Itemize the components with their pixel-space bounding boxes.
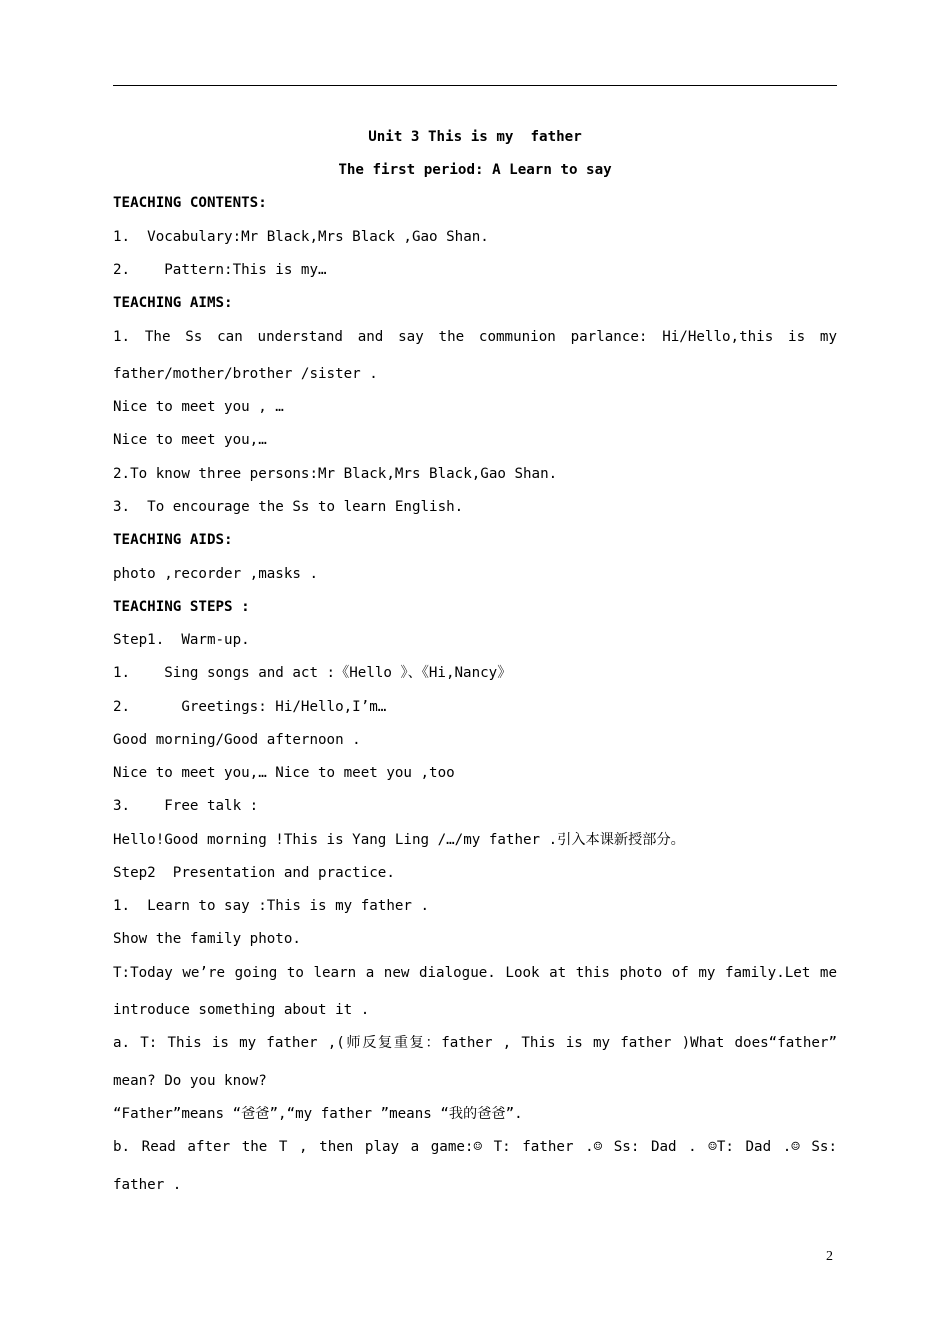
document-title: Unit 3 This is my father [368,129,582,145]
text-line: father/mother/brother /sister . [113,366,378,382]
text-line: 1. Vocabulary:Mr Black,Mrs Black ,Gao Shan. [113,229,489,245]
text-line: T:Today we’re going to learn a new dialogue. Look at this photo of my family.Let me [113,965,837,981]
header-rule [113,85,837,86]
section-heading-aids: TEACHING AIDS: [113,532,233,548]
text-line: Step1. Warm-up. [113,632,250,648]
text-line: 2. Pattern:This is my… [113,262,327,278]
text-line: 1. The Ss can understand and say the communion parlance: Hi/Hello,this is my [113,329,837,345]
text-line: a. T: This is my father ,(师反复重复：father , This is my father )What does“father” [113,1035,837,1051]
section-heading-steps: TEACHING STEPS : [113,599,250,615]
text-line: Hello!Good morning !This is Yang Ling /…/my father .引入本课新授部分。 [113,832,685,848]
text-line: 3. Free talk : [113,798,259,814]
text-line: 1. Sing songs and act :《Hello 》、《Hi,Nancy》 [113,665,512,681]
document-subtitle: The first period: A Learn to say [338,162,612,178]
text-line: mean? Do you know? [113,1073,267,1089]
text-line: Show the family photo. [113,931,301,947]
text-line: Nice to meet you,… [113,432,267,448]
text-line: Good morning/Good afternoon . [113,732,361,748]
section-heading-contents: TEACHING CONTENTS: [113,195,267,211]
text-line: “Father”means “爸爸”,“my father ”means “我的爸爸”. [113,1106,523,1122]
section-heading-aims: TEACHING AIMS: [113,295,233,311]
text-line: father . [113,1177,182,1193]
text-line: Nice to meet you,… Nice to meet you ,too [113,765,455,781]
text-line: 2.To know three persons:Mr Black,Mrs Black,Gao Shan. [113,466,558,482]
text-line: photo ,recorder ,masks . [113,566,318,582]
text-line: 1. Learn to say :This is my father . [113,898,430,914]
text-line: b. Read after the T , then play a game:☺ T: father .☺ Ss: Dad . ☺T: Dad .☺ Ss: [113,1139,837,1155]
page-number: 2 [826,1249,833,1264]
text-line: 2. Greetings: Hi/Hello,I’m… [113,699,387,715]
text-line: 3. To encourage the Ss to learn English. [113,499,464,515]
text-line: Nice to meet you , … [113,399,284,415]
text-line: Step2 Presentation and practice. [113,865,395,881]
text-line: introduce something about it . [113,1002,370,1018]
